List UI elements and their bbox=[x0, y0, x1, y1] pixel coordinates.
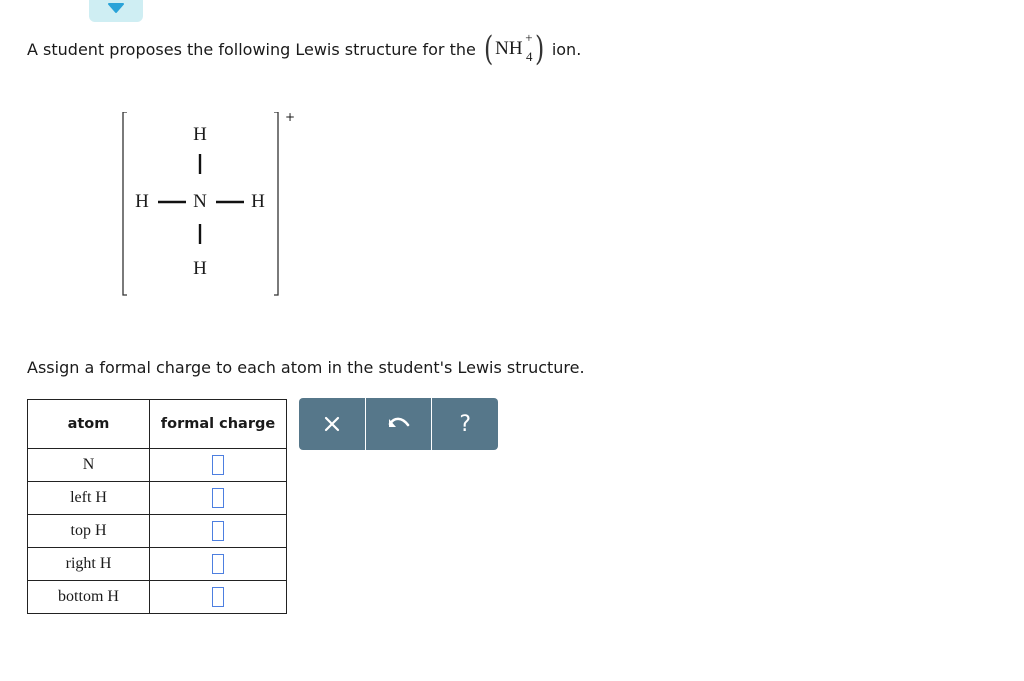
collapse-toggle-button[interactable] bbox=[89, 0, 143, 22]
header-formal-charge: formal charge bbox=[150, 400, 287, 449]
question-text-before: A student proposes the following Lewis structure for the bbox=[27, 39, 476, 59]
lewis-left-h: H bbox=[135, 191, 149, 212]
formal-charge-input-right-h[interactable] bbox=[212, 554, 224, 574]
formal-charge-cell bbox=[150, 581, 287, 614]
help-button[interactable]: ? bbox=[431, 398, 498, 450]
ion-formula bbox=[482, 29, 546, 69]
atom-cell: left H bbox=[28, 482, 150, 515]
formal-charge-input-top-h[interactable] bbox=[212, 521, 224, 541]
undo-button[interactable] bbox=[365, 398, 432, 450]
lewis-top-h: H bbox=[193, 124, 207, 145]
question-text bbox=[27, 28, 581, 70]
formal-charge-input-left-h[interactable] bbox=[212, 488, 224, 508]
formula-subscript: 4 bbox=[526, 49, 533, 64]
formal-charge-cell bbox=[150, 515, 287, 548]
header-atom: atom bbox=[28, 400, 150, 449]
right-paren: ) bbox=[534, 29, 544, 69]
lewis-structure bbox=[118, 112, 298, 298]
table-row bbox=[28, 548, 287, 581]
table-row bbox=[28, 449, 287, 482]
table-row bbox=[28, 581, 287, 614]
formal-charge-cell bbox=[150, 482, 287, 515]
answer-toolbar bbox=[299, 398, 498, 450]
question-text-after: ion. bbox=[551, 39, 582, 59]
table-row bbox=[28, 515, 287, 548]
lewis-right-h: H bbox=[251, 191, 265, 212]
table-header-row bbox=[28, 400, 287, 449]
formal-charge-input-n[interactable] bbox=[212, 455, 224, 475]
undo-icon bbox=[388, 417, 410, 431]
table-row bbox=[28, 482, 287, 515]
instruction-text: Assign a formal charge to each atom in the student's Lewis structure. bbox=[27, 358, 585, 377]
formula-superscript: + bbox=[525, 30, 533, 45]
atom-cell: right H bbox=[28, 548, 150, 581]
formula-main: NH bbox=[495, 38, 523, 59]
atom-cell: bottom H bbox=[28, 581, 150, 614]
lewis-bottom-h: H bbox=[193, 258, 207, 279]
atom-cell: top H bbox=[28, 515, 150, 548]
bracket-charge: + bbox=[285, 110, 296, 124]
formal-charge-input-bottom-h[interactable] bbox=[212, 587, 224, 607]
atom-cell: N bbox=[28, 449, 150, 482]
formal-charge-table bbox=[27, 399, 287, 614]
close-icon bbox=[324, 416, 340, 432]
left-paren: ( bbox=[483, 29, 494, 69]
lewis-center-n: N bbox=[193, 191, 207, 212]
chevron-down-icon bbox=[108, 2, 124, 14]
clear-button[interactable] bbox=[299, 398, 365, 450]
formal-charge-cell bbox=[150, 548, 287, 581]
formal-charge-cell bbox=[150, 449, 287, 482]
